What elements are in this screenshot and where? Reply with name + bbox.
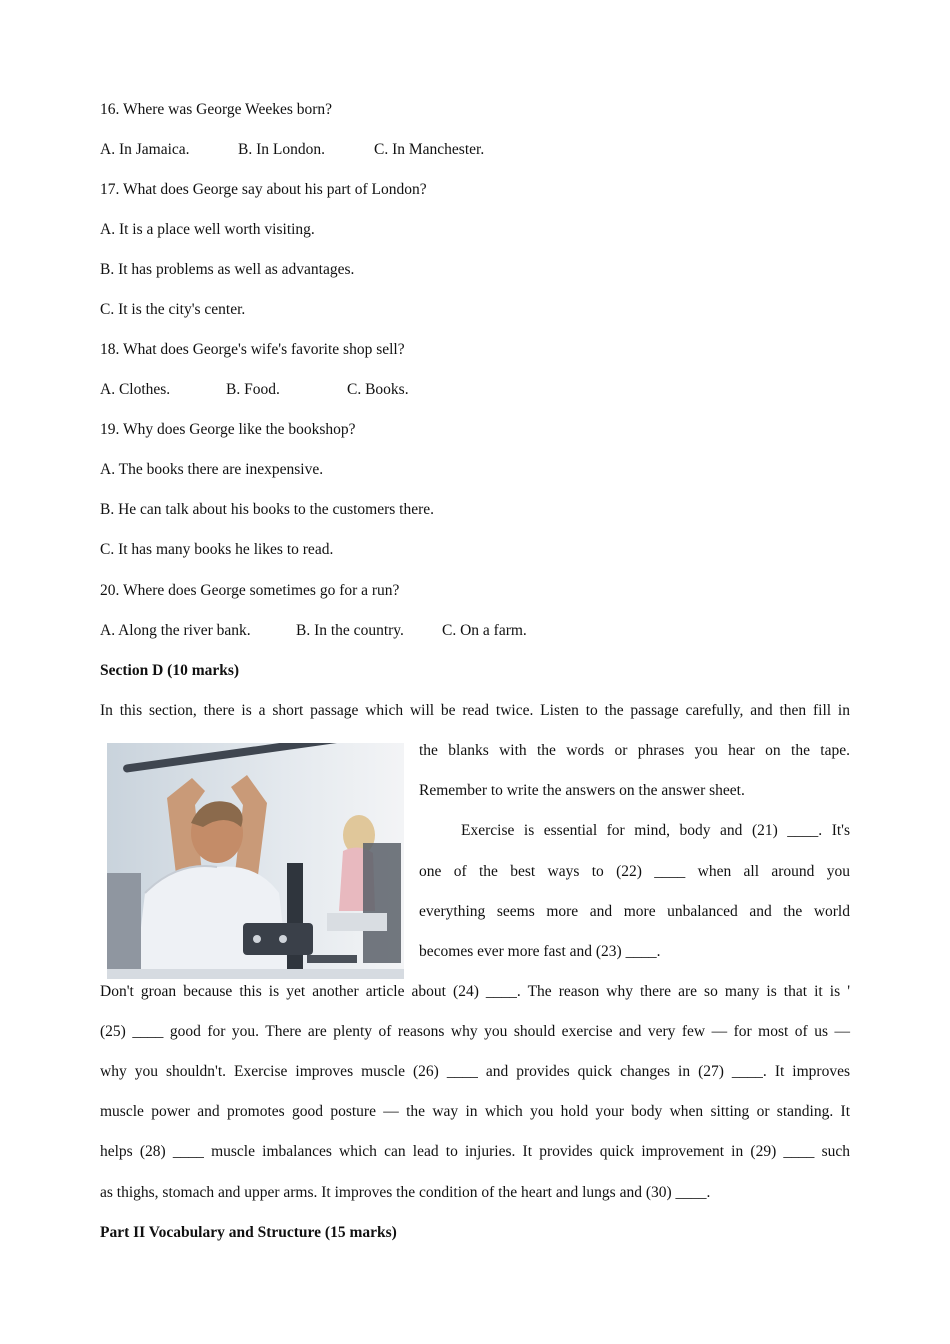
passage-line-7: why you shouldn't. Exercise improves muscle (26) ____ and provides quick changes in (27) ____. It improves bbox=[100, 1063, 850, 1080]
option-20-b: B. In the country. bbox=[296, 622, 404, 639]
option-16-c: C. In Manchester. bbox=[374, 141, 485, 158]
option-20-c: C. On a farm. bbox=[442, 622, 527, 639]
passage-line-10: as thighs, stomach and upper arms. It improves the condition of the heart and lungs and (30) ____. bbox=[100, 1184, 711, 1201]
option-19-a: A. The books there are inexpensive. bbox=[100, 461, 324, 478]
question-20: 20. Where does George sometimes go for a run? bbox=[100, 582, 400, 599]
option-17-c: C. It is the city's center. bbox=[100, 301, 246, 318]
section-d-intro: In this section, there is a short passage which will be read twice. Listen to the passage carefully, and then fill in bbox=[100, 702, 850, 719]
options-18 bbox=[100, 380, 409, 400]
section-d-intro-cont: the blanks with the words or phrases you hear on the tape. bbox=[419, 742, 850, 759]
part-2-heading: Part II Vocabulary and Structure (15 marks) bbox=[100, 1224, 397, 1241]
passage-line-2: one of the best ways to (22) ____ when all around you bbox=[419, 863, 850, 880]
option-17-b: B. It has problems as well as advantages. bbox=[100, 261, 355, 278]
gym-exercise-photo bbox=[107, 743, 404, 979]
question-19: 19. Why does George like the bookshop? bbox=[100, 421, 356, 438]
option-16-a: A. In Jamaica. bbox=[100, 141, 190, 158]
option-18-a: A. Clothes. bbox=[100, 381, 171, 398]
options-16 bbox=[100, 140, 484, 160]
option-19-b: B. He can talk about his books to the customers there. bbox=[100, 501, 435, 518]
section-d-instruction: Remember to write the answers on the answer sheet. bbox=[419, 782, 745, 799]
options-20 bbox=[100, 621, 527, 641]
option-17-a: A. It is a place well worth visiting. bbox=[100, 221, 315, 238]
option-19-c: C. It has many books he likes to read. bbox=[100, 541, 334, 558]
option-18-b: B. Food. bbox=[226, 381, 280, 398]
passage-line-9: helps (28) ____ muscle imbalances which can lead to injuries. It provides quick improvement in (29) ____ such bbox=[100, 1143, 850, 1160]
passage-line-3: everything seems more and more unbalanced and the world bbox=[419, 903, 850, 920]
question-16: 16. Where was George Weekes born? bbox=[100, 101, 333, 118]
passage-line-6: (25) ____ good for you. There are plenty of reasons why you should exercise and very few — for most of us — bbox=[100, 1023, 850, 1040]
option-18-c: C. Books. bbox=[347, 381, 409, 398]
option-20-a: A. Along the river bank. bbox=[100, 622, 251, 639]
question-18: 18. What does George's wife's favorite shop sell? bbox=[100, 341, 405, 358]
option-16-b: B. In London. bbox=[238, 141, 325, 158]
question-17: 17. What does George say about his part of London? bbox=[100, 181, 427, 198]
passage-line-4: becomes ever more fast and (23) ____. bbox=[419, 943, 661, 960]
passage-line-1: Exercise is essential for mind, body and (21) ____. It's bbox=[461, 822, 850, 839]
passage-line-5: Don't groan because this is yet another article about (24) ____. The reason why there are so many is that it is ' bbox=[100, 983, 850, 1000]
passage-line-8: muscle power and promotes good posture — the way in which you hold your body when sitting or standing. It bbox=[100, 1103, 850, 1120]
section-d-heading: Section D (10 marks) bbox=[100, 662, 240, 679]
